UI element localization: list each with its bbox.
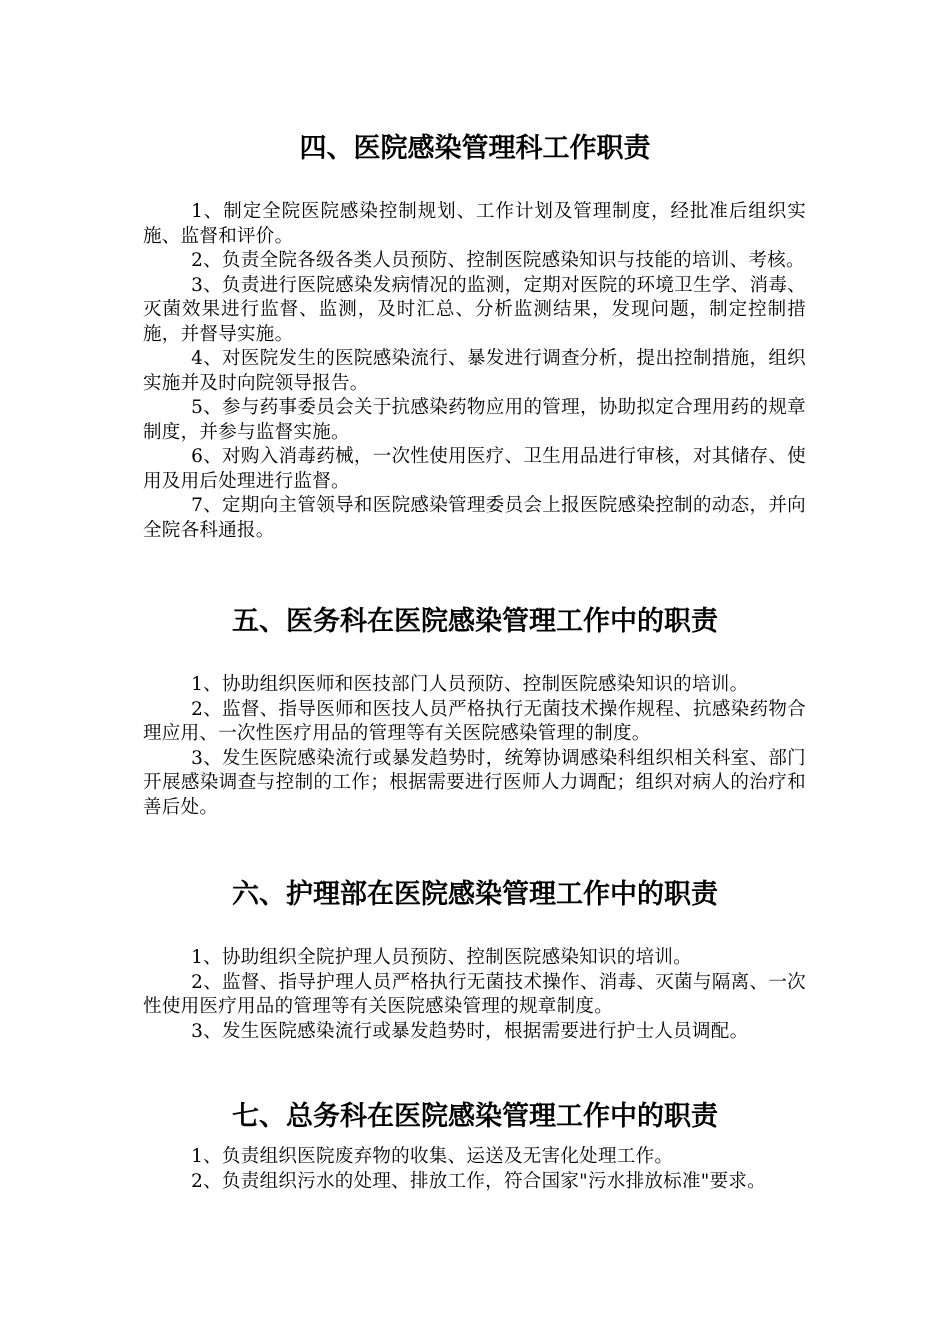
list-item: 1、负责组织医院废弃物的收集、运送及无害化处理工作。 [191,1146,674,1167]
list-item: 3、发生医院感染流行或暴发趋势时，根据需要进行护士人员调配。 [191,1020,749,1042]
section-title-infection-control-dept: 四、医院感染管理科工作职责 [299,133,651,164]
list-item: 2、负责全院各级各类人员预防、控制医院感染知识与技能的培训、考核。 [191,250,805,271]
list-item: 3、发生医院感染流行或暴发趋势时，统筹协调感染科组织相关科室、部门开展感染调查与控制的工作；根据需要进行医师人力调配；组织对病人的治疗和善后处。 [143,747,806,818]
section-title-medical-affairs: 五、医务科在医院感染管理工作中的职责 [232,606,718,637]
list-item: 4、对医院发生的医院感染流行、暴发进行调查分析，提出控制措施，组织实施并及时向院领导报告。 [143,348,806,394]
list-item: 1、协助组织全院护理人员预防、控制医院感染知识的培训。 [191,947,692,968]
section-body-nursing-dept [143,946,806,1044]
list-item: 3、负责进行医院感染发病情况的监测，定期对医院的环境卫生学、消毒、灭菌效果进行监督、监测，及时汇总、分析监测结果，发现问题，制定控制措施，并督导实施。 [143,274,806,345]
list-item: 6、对购入消毒药械，一次性使用医疗、卫生用品进行审核，对其储存、使用及用后处理进行监督。 [143,446,806,492]
list-item: 2、负责组织污水的处理、排放工作，符合国家"污水排放标准"要求。 [191,1170,766,1192]
section-body-general-affairs [143,1145,806,1194]
list-item: 7、定期向主管领导和医院感染管理委员会上报医院感染控制的动态，并向全院各科通报。 [143,495,806,541]
list-item: 5、参与药事委员会关于抗感染药物应用的管理，协助拟定合理用药的规章制度，并参与监督实施。 [143,397,806,443]
section-title-nursing-dept: 六、护理部在医院感染管理工作中的职责 [232,879,718,910]
list-item: 1、协助组织医师和医技部门人员预防、控制医院感染知识的培训。 [191,674,749,695]
list-item: 1、制定全院医院感染控制规划、工作计划及管理制度，经批准后组织实施、监督和评价。 [143,201,806,247]
section-body-medical-affairs [143,673,806,820]
list-item: 2、监督、指导护理人员严格执行无菌技术操作、消毒、灭菌与隔离、一次性使用医疗用品的管理等有关医院感染管理的规章制度。 [143,971,806,1017]
list-item: 2、监督、指导医师和医技人员严格执行无菌技术操作规程、抗感染药物合理应用、一次性医疗用品的管理等有关医院感染管理的制度。 [143,698,806,744]
section-title-general-affairs: 七、总务科在医院感染管理工作中的职责 [232,1101,718,1132]
section-body-infection-control-dept [143,200,806,543]
